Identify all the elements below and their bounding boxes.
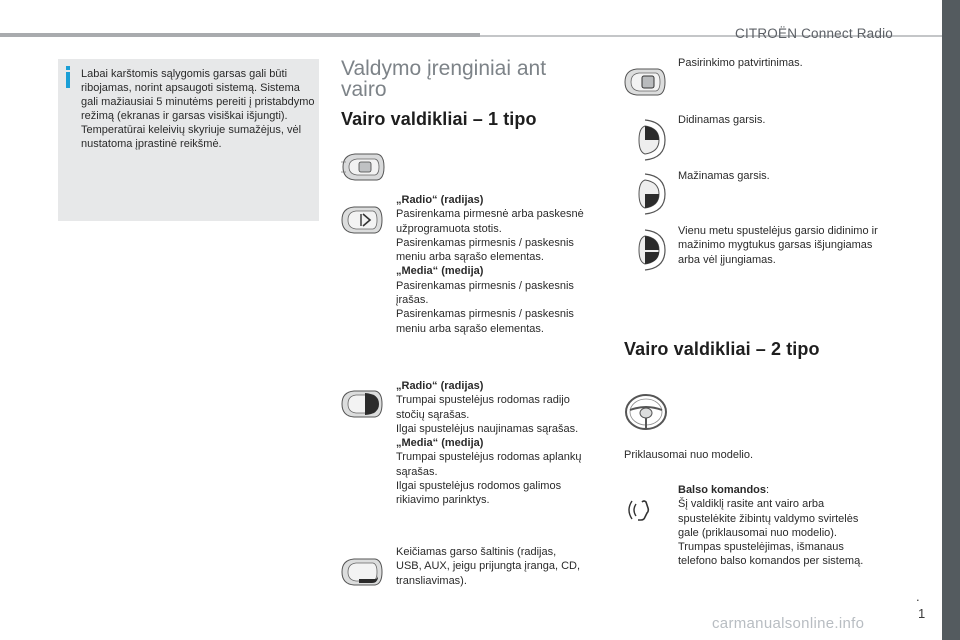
note-line: gali mažiausiai 5 minutėms pereiti į pristabdymo: [81, 96, 315, 108]
info-icon: [65, 66, 71, 88]
note-line: Temperatūrai keleivių skyriuje sumažėjus, vėl: [81, 124, 302, 136]
note-line: nustatoma įprastinė reikšmė.: [81, 138, 222, 150]
item3-description: Keičiamas garso šaltinis (radijas, USB, AUX, jeigu prijungta įranga, CD, transliavimas).: [396, 546, 581, 587]
model-note: Priklausomai nuo modelio.: [624, 449, 754, 461]
header-title: CITROËN Connect Radio: [735, 26, 894, 41]
info-note-text: [81, 67, 315, 151]
info-note-box: [58, 59, 319, 221]
confirm-description: Pasirinkimo patvirtinimas.: [678, 57, 803, 69]
volume-down-icon: [625, 170, 669, 218]
steering-switch-icon: [339, 200, 385, 240]
mute-description: Vienu metu spustelėjus garsio didinimo ir mažinimo mygtukus garsas išjungiamas arba vėl įjungiamas.: [678, 225, 878, 266]
header-rule-left: [0, 33, 480, 37]
note-line: ribojamas, norint apsaugoti sistemą. Sistema: [81, 82, 300, 94]
steering-switch-icon: [339, 384, 385, 424]
note-line: Labai karštomis sąlygomis garsas gali būti: [81, 68, 288, 80]
type1-heading: Vairo valdikliai – 1 tipo: [341, 109, 537, 129]
steering-wheel-icon: [622, 392, 670, 432]
steering-switch-icon: [339, 150, 387, 184]
section-title: Valdymo įrenginiai ant vairo: [341, 57, 547, 101]
mute-icon: [625, 226, 669, 274]
footer-dot: .: [916, 589, 920, 604]
watermark: carmanualsonline.info: [712, 615, 865, 632]
volume-up-description: Didinamas garsis.: [678, 114, 766, 126]
volume-down-description: Mažinamas garsis.: [678, 170, 770, 182]
steering-switch-icon: [339, 552, 385, 592]
volume-up-icon: [625, 116, 669, 164]
item1-description: „Radio“ (radijas) Pasirenkama pirmesnė arba paskesnė užprogramuota stotis. Pasirenkamas pirmesnis / paskesnis meniu arba sąrašo elementas. „Media“ (medija) Pasirenkamas pirmesnis / paskesnis įrašas. Pasirenkamas pirmesnis / paskesnis meniu arba sąrašo elementas.: [396, 194, 584, 335]
voice-command-icon: [626, 494, 666, 526]
steering-switch-icon: [622, 62, 668, 102]
page-number: 1: [918, 606, 926, 621]
voice-command-description: Balso komandos: Šį valdiklį rasite ant vairo arba spustelėkite žibintų valdymo svirtelės gale (priklausomai nuo modelio). Trumpas spustelėjimas, išmanaus telefono balso komandos per sistemą.: [678, 484, 864, 568]
side-band: [942, 0, 960, 640]
type2-heading: Vairo valdikliai – 2 tipo: [624, 339, 820, 359]
note-line: režimą (ekranas ir garsas visiškai išjungti).: [81, 110, 288, 122]
item2-description: „Radio“ (radijas) Trumpai spustelėjus rodomas radijo stočių sąrašas. Ilgai spustelėjus naujinamas sąrašas. „Media“ (medija) Trumpai spustelėjus rodomas aplankų sąrašas. Ilgai spustelėjus rodomos galimos rikiavimo parinktys.: [396, 380, 582, 507]
